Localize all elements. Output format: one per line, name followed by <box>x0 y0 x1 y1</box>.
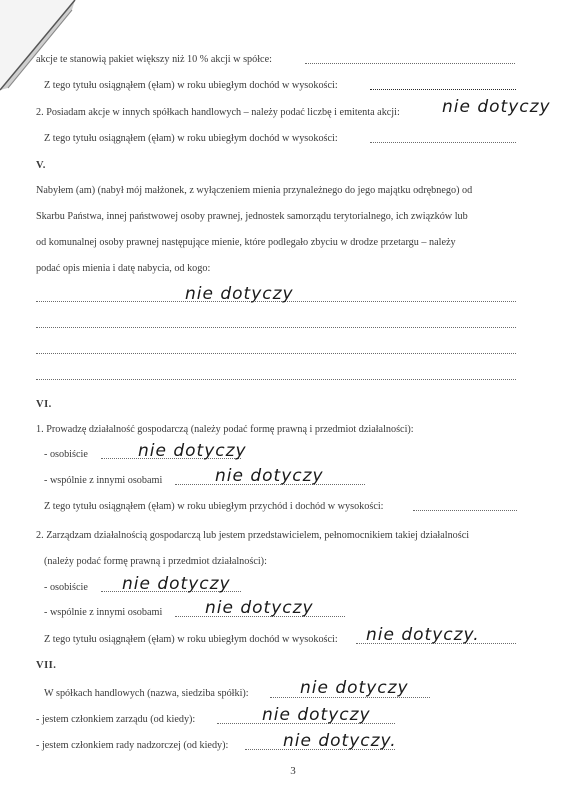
supervisory-board-line: - jestem członkiem rady nadzorczej (od kiedy): <box>36 740 229 751</box>
page-number: 3 <box>290 765 296 777</box>
handwritten-answer: nie dotyczy <box>215 466 324 486</box>
paragraph-line: Nabyłem (am) (nabył mój małżonek, z wyłączeniem mienia przynależnego do jego majątku odrębnego) od <box>36 185 473 196</box>
companies-line: W spółkach handlowych (nazwa, siedziba spółki): <box>44 688 249 699</box>
section-heading: V. <box>36 160 46 171</box>
handwritten-answer: nie dotyczy <box>185 284 294 304</box>
management-item-cont: (należy podać formę prawną i przedmiot działalności): <box>44 556 267 567</box>
income-line: Z tego tytułu osiągnąłem (ęłam) w roku ubiegłym dochód w wysokości: <box>44 634 338 645</box>
board-member-line: - jestem członkiem zarządu (od kiedy): <box>36 714 196 725</box>
answer-line <box>413 509 517 511</box>
answer-line <box>305 62 515 64</box>
handwritten-answer: nie dotyczy <box>205 598 314 618</box>
income-line: Z tego tytułu osiągnąłem (ęłam) w roku ubiegłym dochód w wysokości: <box>44 80 338 91</box>
handwritten-answer: nie dotyczy. <box>366 625 480 645</box>
answer-line <box>36 378 516 380</box>
paragraph-line: podać opis mienia i datę nabycia, od kogo: <box>36 263 211 274</box>
other-shares-item: 2. Posiadam akcje w innych spółkach handlowych – należy podać liczbę i emitenta akcji: <box>36 107 400 118</box>
answer-line <box>36 352 516 354</box>
handwritten-answer: nie dotyczy <box>300 678 409 698</box>
personal-label: - osobiście <box>44 449 88 460</box>
handwritten-answer: nie dotyczy <box>122 574 231 594</box>
joint-label: - wspólnie z innymi osobami <box>44 607 163 618</box>
business-activity-item: 1. Prowadzę działalność gospodarczą (należy podać formę prawną i przedmiot działalności): <box>36 424 414 435</box>
answer-line <box>370 88 516 90</box>
section-heading: VI. <box>36 399 52 410</box>
handwritten-answer: nie dotyczy. <box>283 731 397 751</box>
answer-line <box>370 141 516 143</box>
handwritten-answer: nie dotyczy <box>442 97 551 117</box>
joint-label: - wspólnie z innymi osobami <box>44 475 163 486</box>
handwritten-answer: nie dotyczy <box>262 705 371 725</box>
income-line: Z tego tytułu osiągnąłem (ęłam) w roku ubiegłym przychód i dochód w wysokości: <box>44 501 384 512</box>
answer-line <box>36 326 516 328</box>
section-heading: VII. <box>36 660 57 671</box>
handwritten-answer: nie dotyczy <box>138 441 247 461</box>
paragraph-line: Skarbu Państwa, innej państwowej osoby prawnej, jednostek samorządu terytorialnego, ich związków lub <box>36 211 468 222</box>
paragraph-line: od komunalnej osoby prawnej następujące mienie, które podlegało zbyciu w drodze przetargu – należy <box>36 237 456 248</box>
personal-label: - osobiście <box>44 582 88 593</box>
income-line: Z tego tytułu osiągnąłem (ęłam) w roku ubiegłym dochód w wysokości: <box>44 133 338 144</box>
shares-over-10-percent: akcje te stanowią pakiet większy niż 10 % akcji w spółce: <box>36 54 272 65</box>
management-item: 2. Zarządzam działalnością gospodarczą lub jestem przedstawicielem, pełnomocnikiem takiej działalności <box>36 530 470 541</box>
